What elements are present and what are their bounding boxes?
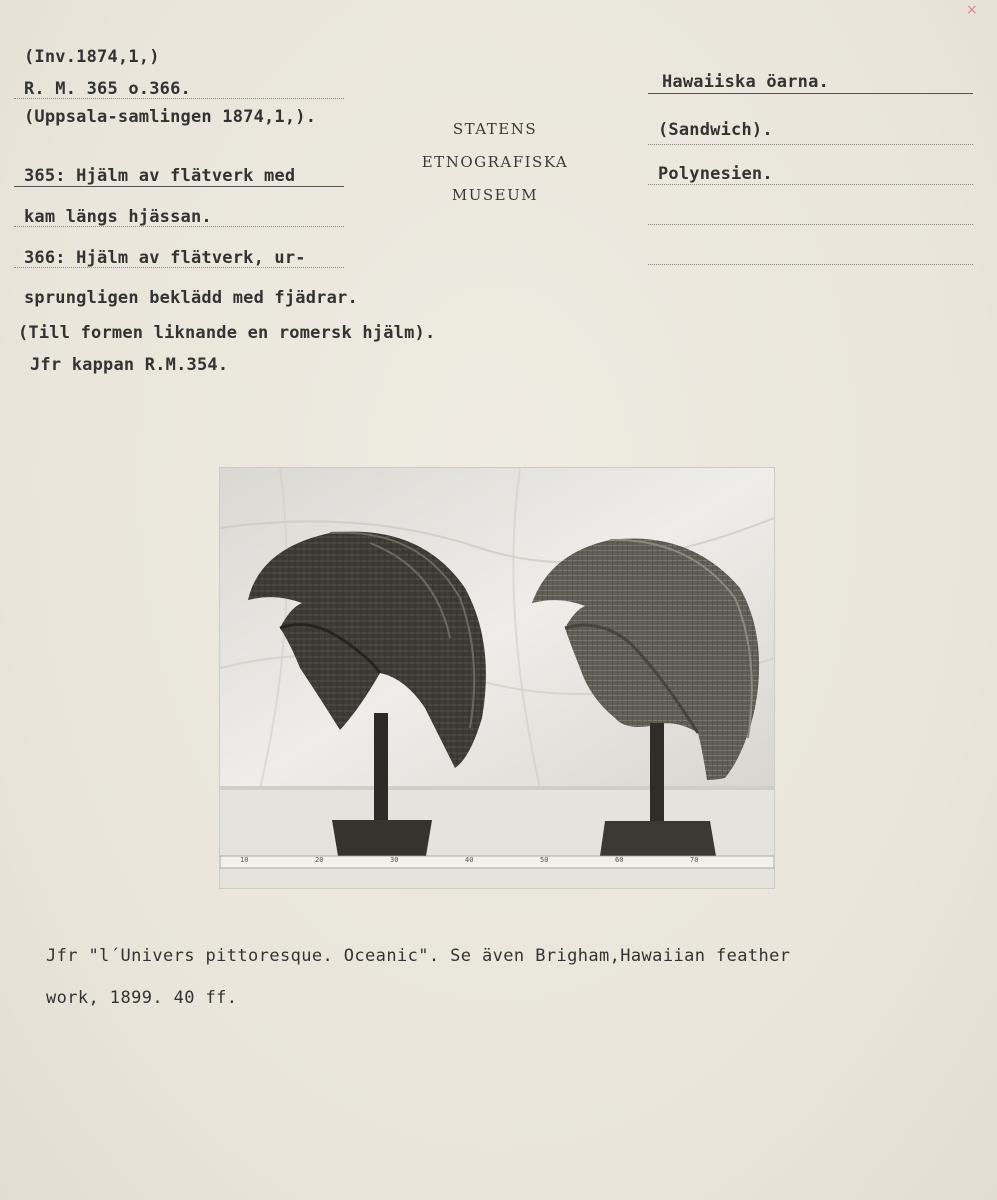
collection-note: (Uppsala-samlingen 1874,1,). (24, 107, 317, 127)
ruler-tick: 20 (315, 856, 324, 864)
helmets-photograph (220, 468, 774, 888)
place-line-2: (Sandwich). (658, 120, 773, 140)
divider-line (648, 144, 973, 145)
museum-name-line-3: MUSEUM (451, 186, 539, 204)
helmets-photo-image (220, 468, 774, 888)
divider-line (14, 267, 344, 268)
description-line-3: 366: Hjälm av flätverk, ur- (24, 248, 306, 268)
place-line-1: Hawaiiska öarna. (662, 72, 829, 92)
divider-line (648, 264, 973, 265)
divider-line (14, 186, 344, 187)
ruler-tick: 50 (540, 856, 549, 864)
ruler-tick: 70 (690, 856, 699, 864)
reference-line-1: Jfr "l´Univers pittoresque. Oceanic". Se även Brigham,Hawaiian feather (46, 946, 791, 966)
divider-line (14, 226, 344, 227)
museum-name-line-2: ETNOGRAFISKA (421, 153, 569, 171)
divider-line (648, 224, 973, 225)
reference-line-2: work, 1899. 40 ff. (46, 988, 238, 1008)
ruler-tick: 60 (615, 856, 624, 864)
description-line-2: kam längs hjässan. (24, 207, 212, 227)
inventory-number: (Inv.1874,1,) (24, 47, 160, 67)
description-line-6: Jfr kappan R.M.354. (30, 355, 229, 375)
description-line-1: 365: Hjälm av flätverk med (24, 166, 296, 186)
corner-mark: × (966, 2, 978, 18)
museum-name-line-1: STATENS (452, 120, 538, 138)
ruler-labels (220, 856, 774, 868)
place-line-3: Polynesien. (658, 164, 773, 184)
ruler-tick: 30 (390, 856, 399, 864)
divider-line (648, 184, 973, 185)
ruler-tick: 40 (465, 856, 474, 864)
divider-line (648, 93, 973, 94)
rm-number: R. M. 365 o.366. (24, 79, 191, 99)
description-line-5: (Till formen liknande en romersk hjälm). (18, 323, 436, 343)
description-line-4: sprungligen beklädd med fjädrar. (24, 288, 358, 308)
ruler-tick: 10 (240, 856, 249, 864)
divider-line (14, 98, 344, 99)
